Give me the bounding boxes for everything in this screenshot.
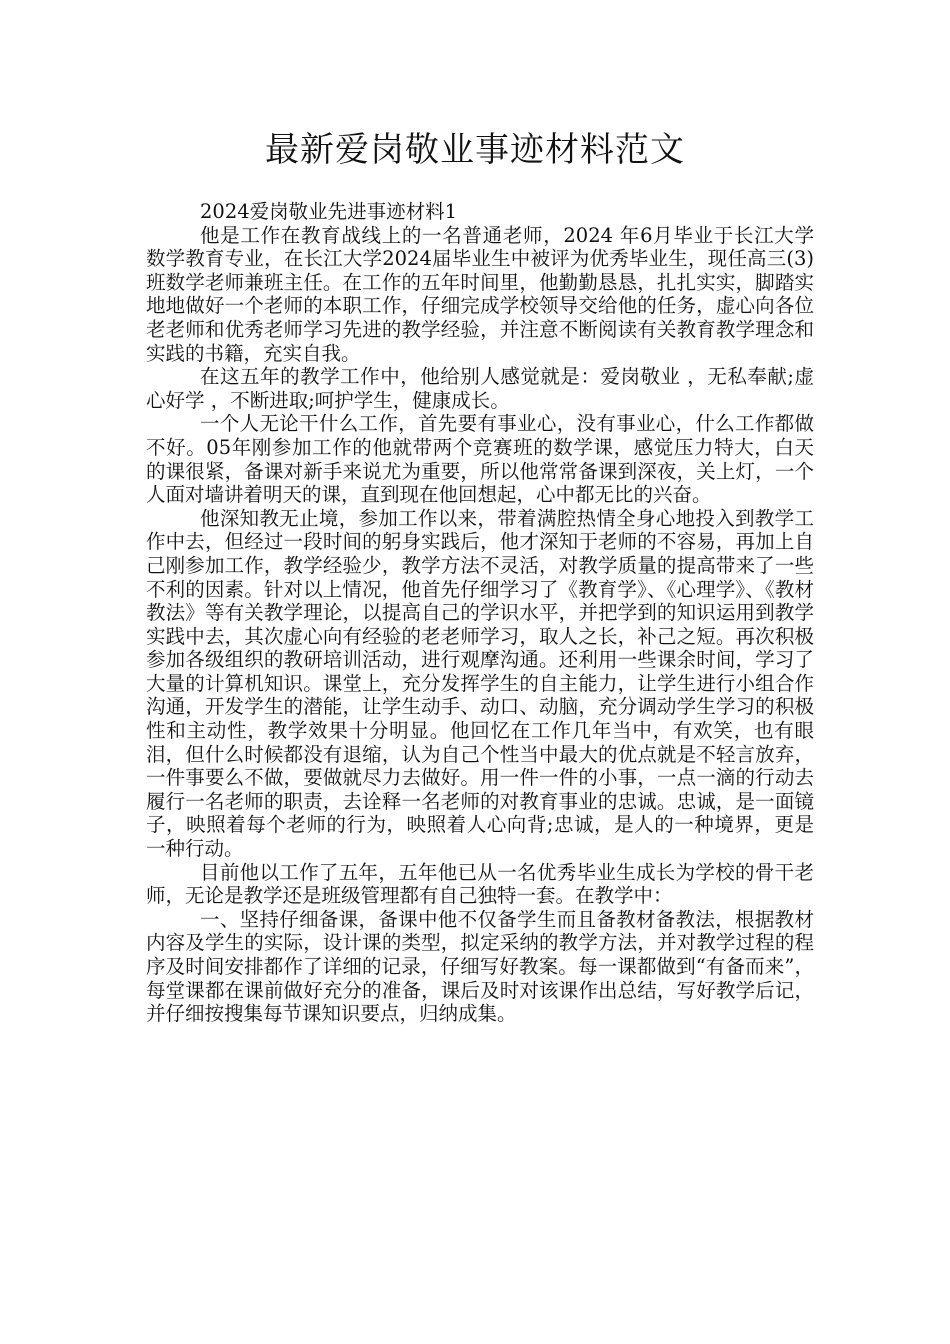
paragraph-5: 目前他以工作了五年，五年他已从一名优秀毕业生成长为学校的骨干老师，无论是教学还是班级管理都有自己独特一套。在教学中： [146,860,814,908]
paragraph-6: 一、坚持仔细备课，备课中他不仅备学生而且备教材备教法，根据教材内容及学生的实际，设计课的类型，拟定采纳的教学方法，并对教学过程的程序及时间安排都作了详细的记录，仔细写好教案。每一课都做到“有备而来”，每堂课都在课前做好充分的准备，课后及时对该课作出总结，写好教学后记，并仔细按搜集每节课知识要点，归纳成集。 [146,907,814,1026]
document-title: 最新爱岗敬业事迹材料范文 [265,130,685,170]
paragraph-1: 他是工作在教育战线上的一名普通老师，2024 年6月毕业于长江大学数学教育专业，在长江大学2024届毕业生中被评为优秀毕业生，现任高三(3)班数学老师兼班主任。在工作的五年时间里，他勤勤恳恳，扎扎实实，脚踏实地地做好一个老师的本职工作，仔细完成学校领导交给他的任务，虚心向各位老老师和优秀老师学习先进的教学经验，并注意不断阅读有关教育教学理念和实践的书籍，充实自我。 [146,223,814,365]
section-heading: 2024爱岗敬业先进事迹材料1 [200,200,458,223]
paragraph-4: 他深知教无止境，参加工作以来，带着满腔热情全身心地投入到教学工作中去，但经过一段时间的躬身实践后，他才深知于老师的不容易，再加上自己刚参加工作，教学经验少，教学方法不灵活，对教学质量的提高带来了一些不利的因素。针对以上情况，他首先仔细学习了《教育学》、《心理学》、《教材教法》等有关教学理论，以提高自己的学识水平，并把学到的知识运用到教学实践中去，其次虚心向有经验的老老师学习，取人之长，补己之短。再次积极参加各级组织的教研培训活动，进行观摩沟通。还利用一些课余时间，学习了大量的计算机知识。课堂上，充分发挥学生的自主能力，让学生进行小组合作沟通，开发学生的潜能，让学生动手、动口、动脑，充分调动学生学习的积极性和主动性，教学效果十分明显。他回忆在工作几年当中，有欢笑，也有眼泪，但什么时候都没有退缩，认为自己个性当中最大的优点就是不轻言放弃，一件事要么不做，要做就尽力去做好。用一件一件的小事，一点一滴的行动去履行一名老师的职责，去诠释一名老师的对教育事业的忠诚。忠诚，是一面镜子，映照着每个老师的行为，映照着人心向背;忠诚，是人的一种境界，更是一种行动。 [146,506,814,861]
document-body [146,200,814,1026]
paragraph-3: 一个人无论干什么工作，首先要有事业心，没有事业心，什么工作都做不好。05年刚参加工作的他就带两个竞赛班的数学课，感觉压力特大，白天的课很紧，备课对新手来说尤为重要，所以他常常备课到深夜，关上灯，一个人面对墙讲着明天的课，直到现在他回想起，心中都无比的兴奋。 [146,412,814,507]
paragraph-2: 在这五年的教学工作中，他给别人感觉就是：爱岗敬业 ，无私奉献;虚心好学 ，不断进取;呵护学生，健康成长。 [146,365,814,412]
